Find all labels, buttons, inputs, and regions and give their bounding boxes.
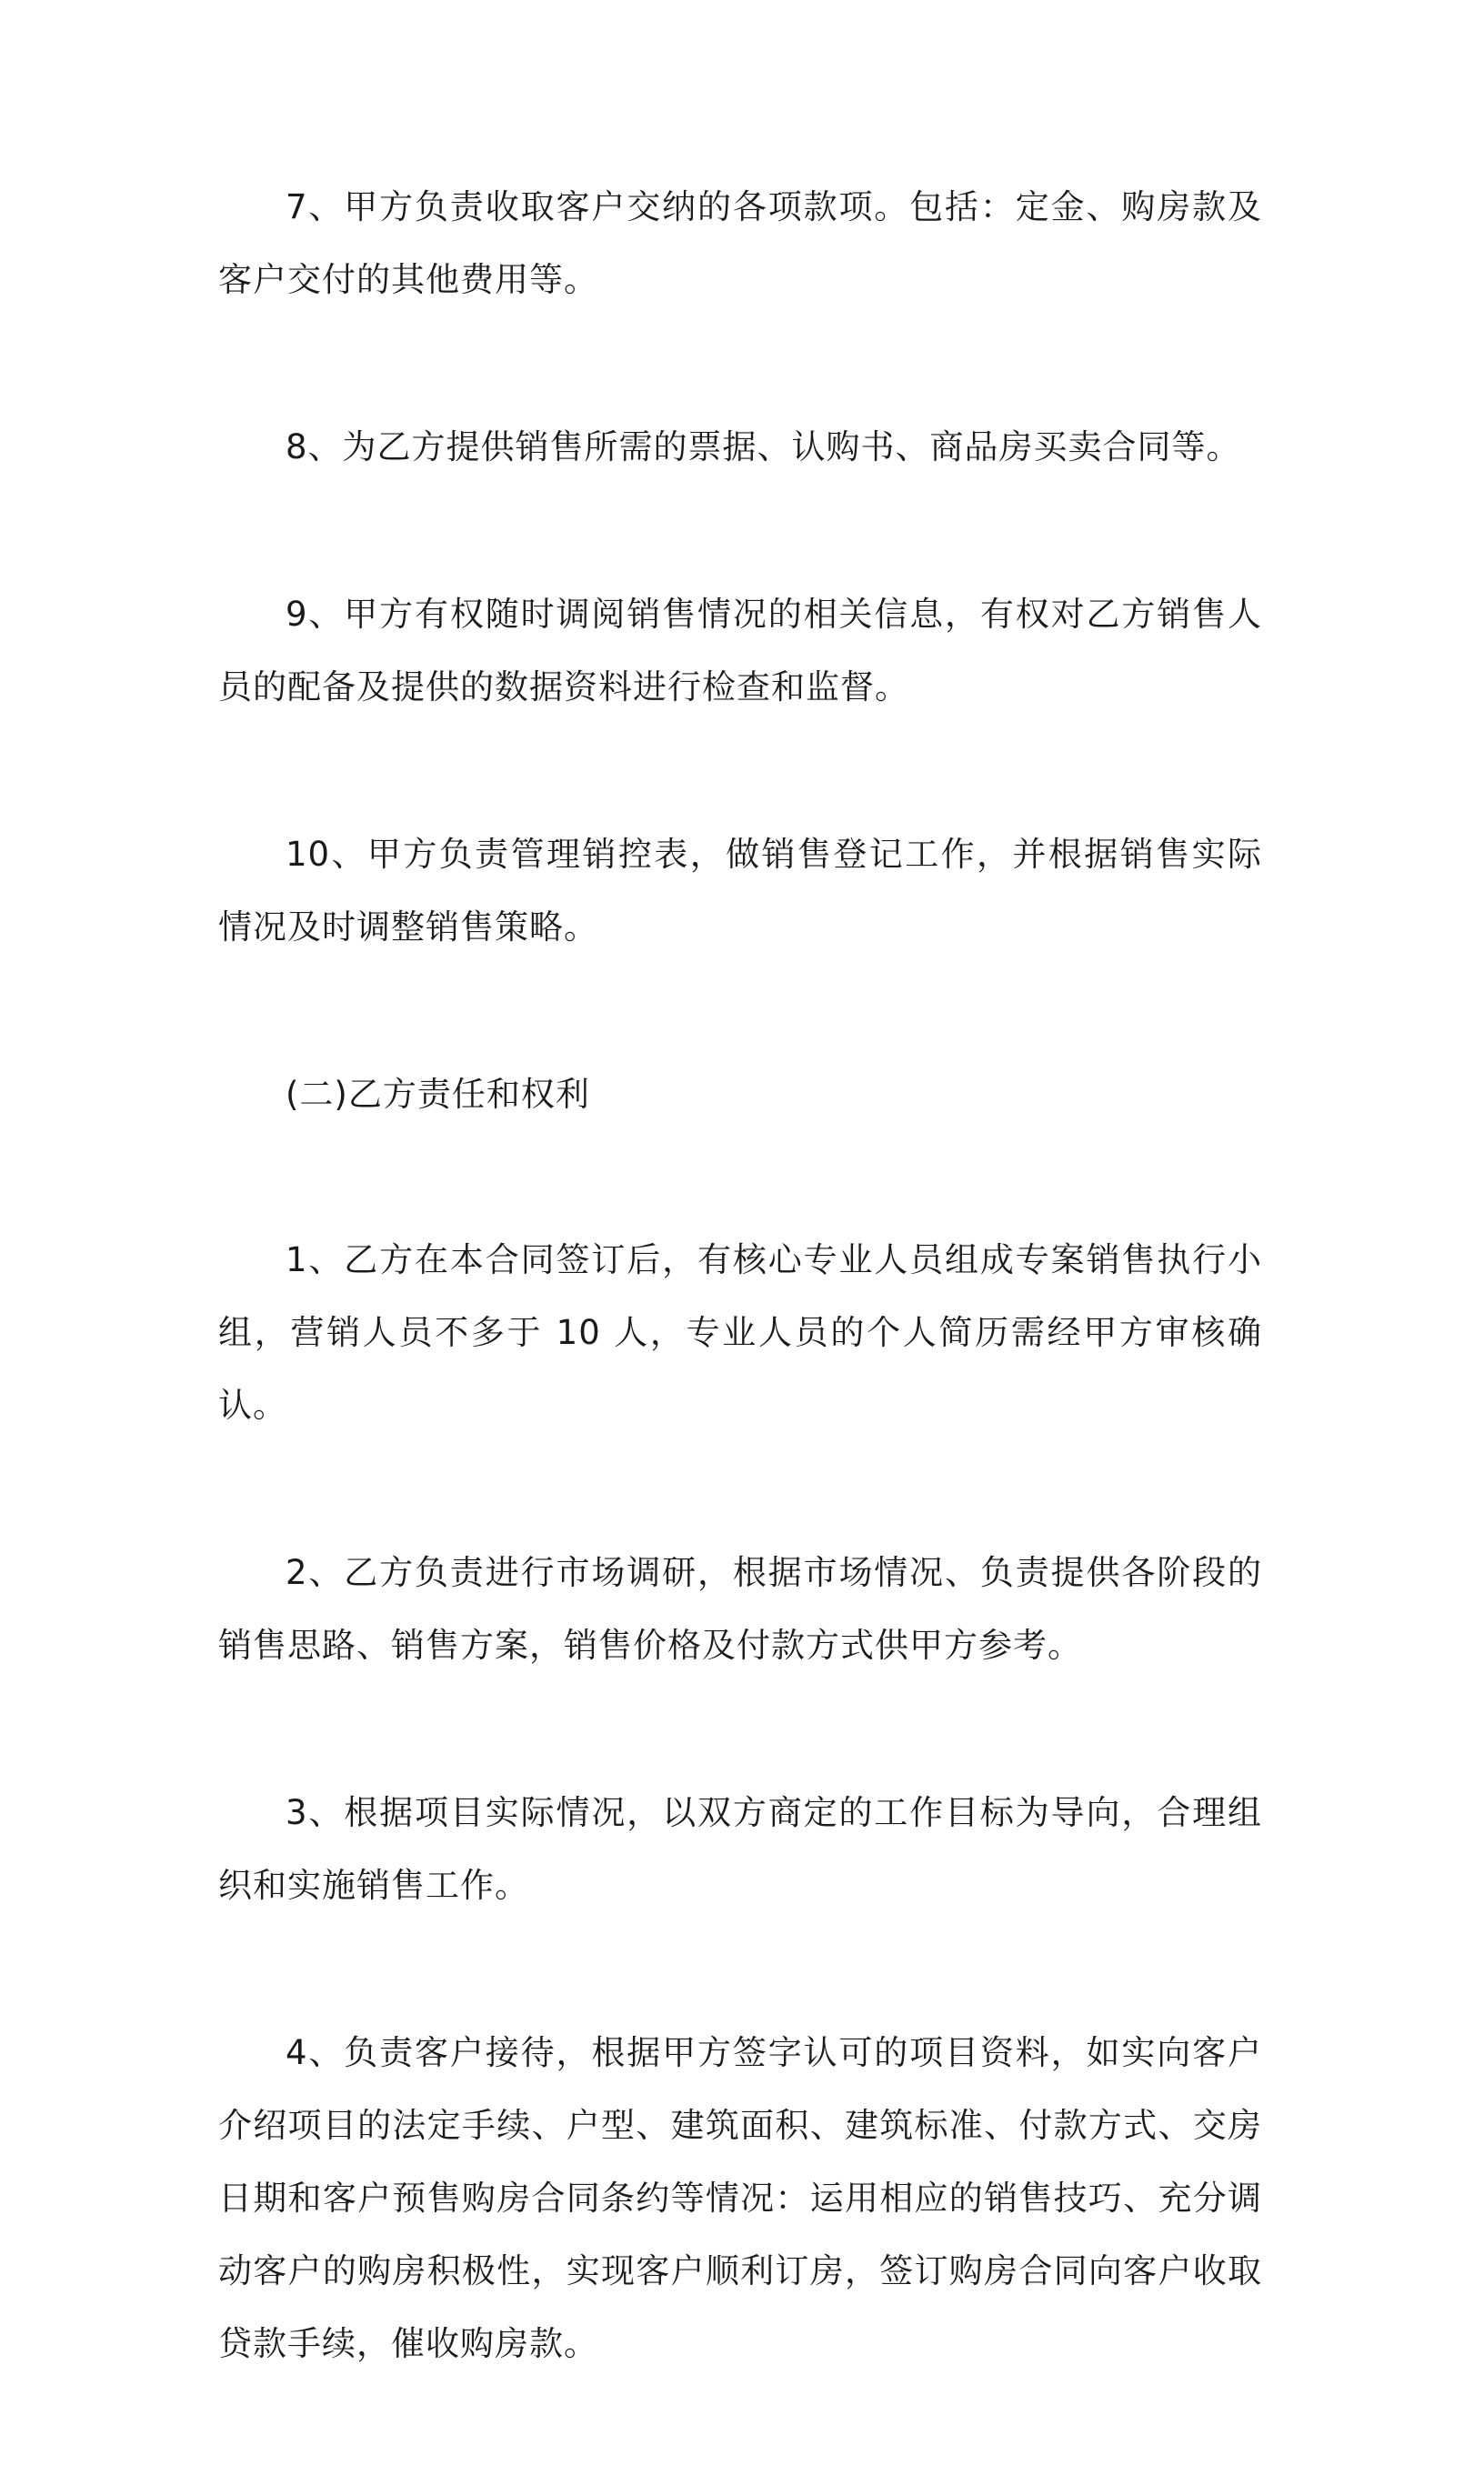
- paragraph-item-8: 8、为乙方提供销售所需的票据、认购书、商品房买卖合同等。: [286, 427, 1241, 466]
- paragraph-item-10: 10、甲方负责管理销控表，做销售登记工作，并根据销售实际情况及时调整销售策略。: [218, 835, 1262, 947]
- paragraph-item-1: 1、乙方在本合同签订后，有核心专业人员组成专案销售执行小组，营销人员不多于 10 人，专业人员的个人简历需经甲方审核确认。: [218, 1240, 1262, 1425]
- paragraph-item-4: 4、负责客户接待，根据甲方签字认可的项目资料，如实向客户介绍项目的法定手续、户型、建筑面积、建筑标准、付款方式、交房日期和客户预售购房合同条约等情况：运用相应的销售技巧、充分调动客户的购房积极性，实现客户顺利订房，签订购房合同向客户收取贷款手续，催收购房款。: [218, 2033, 1262, 2363]
- paragraph-item-3: 3、根据项目实际情况，以双方商定的工作目标为导向，合理组织和实施销售工作。: [218, 1793, 1262, 1905]
- paragraph-item-7: 7、甲方负责收取客户交纳的各项款项。包括：定金、购房款及客户交付的其他费用等。: [218, 187, 1262, 299]
- paragraph-item-2: 2、乙方负责进行市场调研，根据市场情况、负责提供各阶段的销售思路、销售方案，销售价格及付款方式供甲方参考。: [218, 1553, 1262, 1665]
- document-page: [218, 171, 1262, 2475]
- section-heading: (二)乙方责任和权利: [286, 1075, 590, 1114]
- paragraph-item-9: 9、甲方有权随时调阅销售情况的相关信息，有权对乙方销售人员的配备及提供的数据资料进行检查和监督。: [218, 595, 1262, 706]
